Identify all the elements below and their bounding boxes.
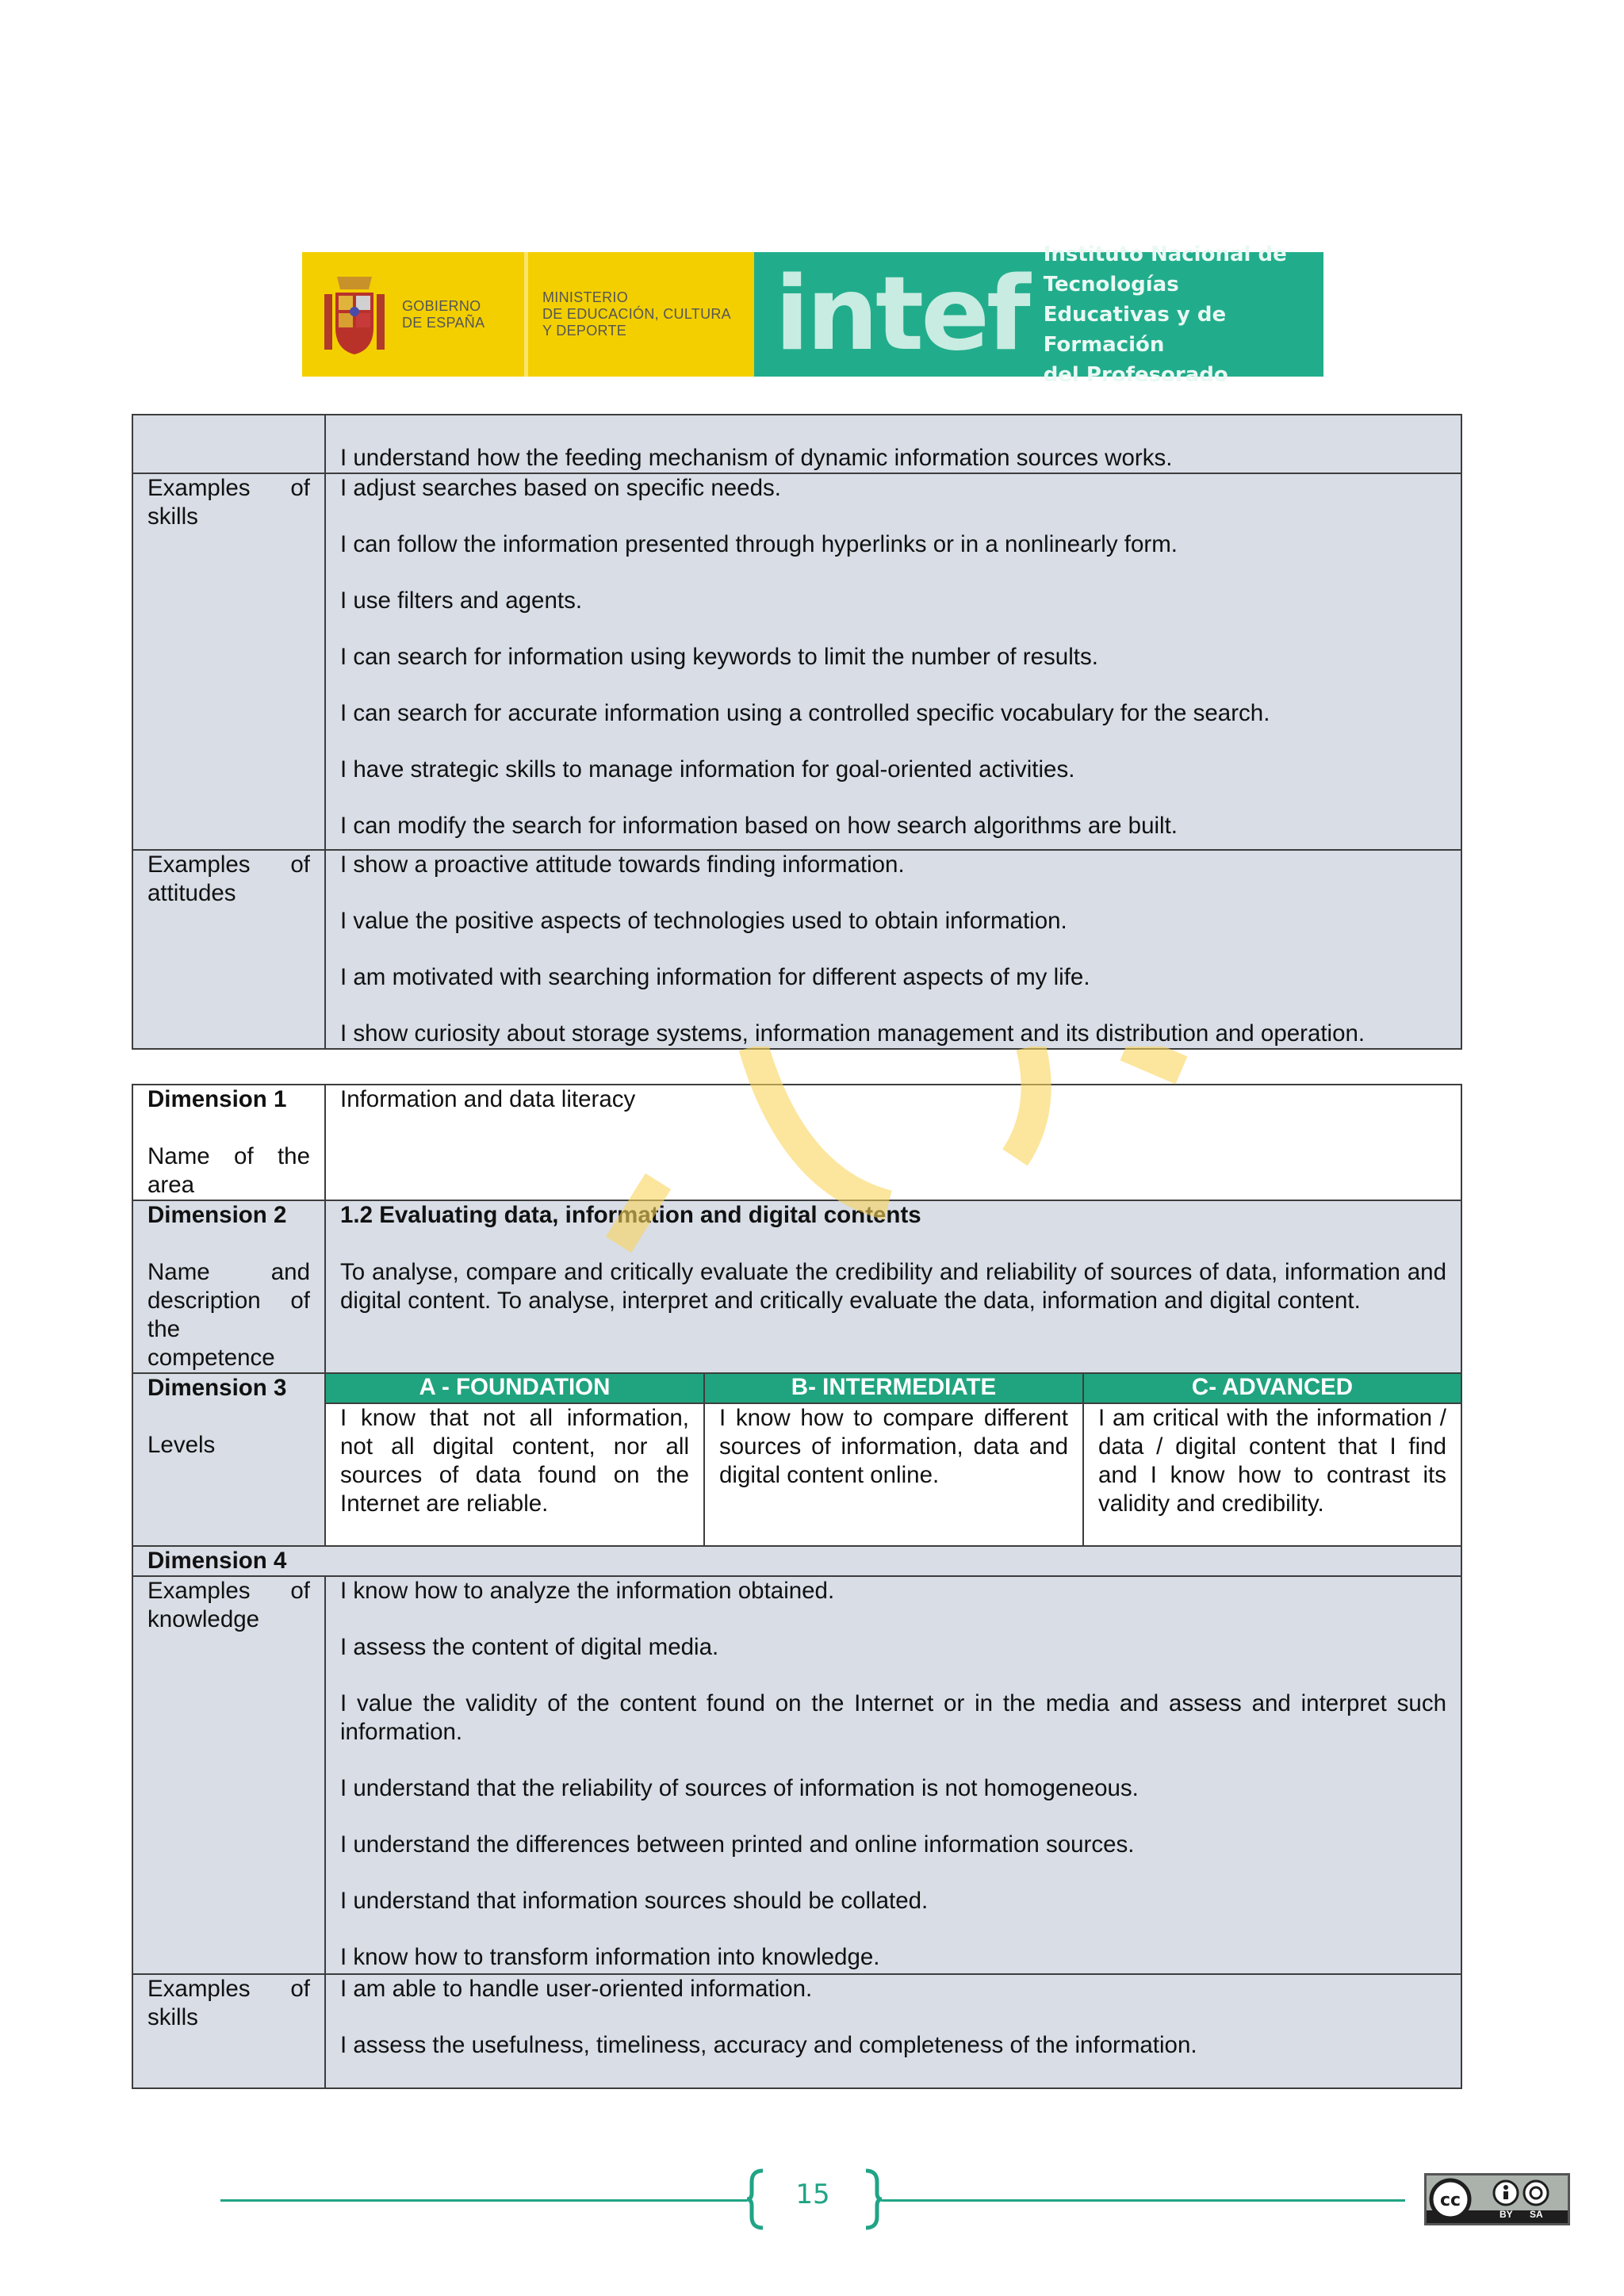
- list-item: I understand that the reliability of sources of information is not homogeneous.: [340, 1775, 1139, 1801]
- list-item: I know how to transform information into knowledge.: [340, 1944, 880, 1970]
- row-label: Examples of skills: [147, 1976, 310, 2030]
- gobierno-text: [402, 298, 485, 331]
- right-brace-icon: [863, 2168, 883, 2231]
- list-item: I show curiosity about storage systems, information management and its distribution and operation.: [340, 1020, 1365, 1047]
- knowledge-item: I understand how the feeding mechanism of dynamic information sources works.: [340, 445, 1173, 471]
- competence-table: [132, 1084, 1462, 2089]
- left-brace-icon: [745, 2168, 766, 2231]
- license-sa-label: SA: [1530, 2209, 1543, 2220]
- footer-rule-left: [220, 2199, 747, 2202]
- competence-table-continued: [132, 414, 1462, 1050]
- gobierno-line: GOBIERNO: [402, 297, 481, 314]
- dimension-label: Dimension 3: [147, 1375, 287, 1401]
- cc-by-sa-icon: [1427, 2175, 1568, 2223]
- knowledge-list-cell: [325, 1576, 1461, 1974]
- row-label: Examples of attitudes: [147, 851, 310, 906]
- skills-list-cell: [325, 473, 1461, 850]
- area-name: Information and data literacy: [340, 1086, 636, 1112]
- gobierno-logo: [302, 252, 524, 377]
- level-description-foundation: I know that not all information, not all digital content, nor all sources of data found on the Internet are reliable.: [325, 1403, 704, 1546]
- ministerio-text: [542, 289, 731, 339]
- competence-description-cell: [325, 1200, 1461, 1373]
- footer-rule-right: [882, 2199, 1405, 2202]
- skills-label-cell: [132, 1974, 325, 2088]
- intef-logo: [754, 242, 1323, 387]
- attitudes-label-cell: [132, 850, 325, 1049]
- intef-wordmark: intef: [775, 254, 1028, 373]
- intef-subtitle-line: Instituto Nacional de Tecnologías: [1043, 242, 1287, 297]
- list-item: I adjust searches based on specific needs.: [340, 475, 781, 501]
- knowledge-label-cell: [132, 1576, 325, 1974]
- list-item: I show a proactive attitude towards finding information.: [340, 851, 905, 878]
- dimension-sublabel: Name and description of the competence: [147, 1259, 310, 1371]
- intef-subtitle-line: del Profesorado: [1043, 362, 1228, 387]
- table-row: [132, 1403, 1461, 1546]
- attitudes-list-cell: [325, 850, 1461, 1049]
- table-row: [132, 1576, 1461, 1974]
- page-number: 15: [795, 2179, 830, 2210]
- competence-title: 1.2 Evaluating data, information and digital contents: [340, 1202, 921, 1228]
- dimension-label: Dimension 1: [147, 1086, 287, 1112]
- list-item: I am able to handle user-oriented information.: [340, 1976, 813, 2002]
- list-item: I can search for information using keywords to limit the number of results.: [340, 644, 1098, 670]
- table-row: [132, 1085, 1461, 1200]
- list-item: I understand the differences between printed and online information sources.: [340, 1831, 1135, 1858]
- table-row: [132, 473, 1461, 850]
- ministerio-line: DE EDUCACIÓN, CULTURA: [542, 306, 731, 322]
- list-item: I assess the usefulness, timeliness, accuracy and completeness of the information.: [340, 2032, 1197, 2058]
- ministerio-logo: [528, 252, 754, 377]
- creative-commons-badge: [1424, 2173, 1570, 2225]
- list-item: I value the validity of the content found on the Internet or in the media and assess and interpret such information.: [340, 1690, 1446, 1745]
- area-name-cell: [325, 1085, 1461, 1200]
- competence-description: To analyse, compare and critically evaluate the credibility and reliability of sources of data, information and digital content. To analyse, interpret and critically evaluate the data, information and digital content.: [340, 1259, 1446, 1314]
- dimension-sublabel: Levels: [147, 1432, 216, 1458]
- list-item: I can modify the search for information based on how search algorithms are built.: [340, 813, 1178, 839]
- dimension-1-label-cell: [132, 1085, 325, 1200]
- list-item: I am motivated with searching information for different aspects of my life.: [340, 964, 1090, 990]
- ministerio-line: Y DEPORTE: [542, 323, 627, 339]
- dimension-2-label-cell: [132, 1200, 325, 1373]
- ministerio-line: MINISTERIO: [542, 289, 629, 305]
- coat-of-arms-icon: [321, 270, 388, 359]
- institutional-logo: [302, 242, 1323, 387]
- list-item: I assess the content of digital media.: [340, 1634, 719, 1660]
- table-row: [132, 1373, 1461, 1403]
- table-row: [132, 1546, 1461, 1576]
- skills-label-cell: [132, 473, 325, 850]
- level-description-advanced: I am critical with the information / data / digital content that I find and I know how to contrast its validity and credibility.: [1083, 1403, 1461, 1546]
- list-item: I know how to analyze the information obtained.: [340, 1578, 835, 1604]
- license-by-label: BY: [1500, 2209, 1513, 2220]
- gobierno-line: DE ESPAÑA: [402, 314, 485, 331]
- table-row: [132, 850, 1461, 1049]
- dimension-sublabel: Name of the area: [147, 1143, 310, 1198]
- level-header-foundation: A - FOUNDATION: [325, 1373, 704, 1403]
- level-header-advanced: C- ADVANCED: [1083, 1373, 1461, 1403]
- row-label: Examples of knowledge: [147, 1578, 310, 1632]
- list-item: I can follow the information presented through hyperlinks or in a nonlinearly form.: [340, 531, 1178, 557]
- dimension-3-label-cell: [132, 1373, 325, 1546]
- intef-subtitle: [1044, 239, 1323, 390]
- table-row: [132, 1200, 1461, 1373]
- dimension-4-label: Dimension 4: [132, 1546, 1461, 1576]
- row-label: Examples of skills: [147, 475, 310, 530]
- list-item: I use filters and agents.: [340, 587, 583, 614]
- list-item: I can search for accurate information using a controlled specific vocabulary for the search.: [340, 700, 1270, 726]
- list-item: I understand that information sources should be collated.: [340, 1888, 929, 1914]
- dimension-label: Dimension 2: [147, 1202, 287, 1228]
- list-item: I have strategic skills to manage information for goal-oriented activities.: [340, 756, 1075, 783]
- table-row: [132, 1974, 1461, 2088]
- level-header-intermediate: B- INTERMEDIATE: [704, 1373, 1083, 1403]
- empty-label-cell: [132, 415, 325, 473]
- table-cell: [325, 415, 1461, 473]
- svg-text:cc: cc: [1439, 2191, 1461, 2210]
- level-description-intermediate: I know how to compare different sources of information, data and digital content online.: [704, 1403, 1083, 1546]
- table-row: [132, 415, 1461, 473]
- intef-subtitle-line: Educativas y de Formación: [1043, 302, 1227, 357]
- skills-list-cell: [325, 1974, 1461, 2088]
- list-item: I value the positive aspects of technologies used to obtain information.: [340, 908, 1067, 934]
